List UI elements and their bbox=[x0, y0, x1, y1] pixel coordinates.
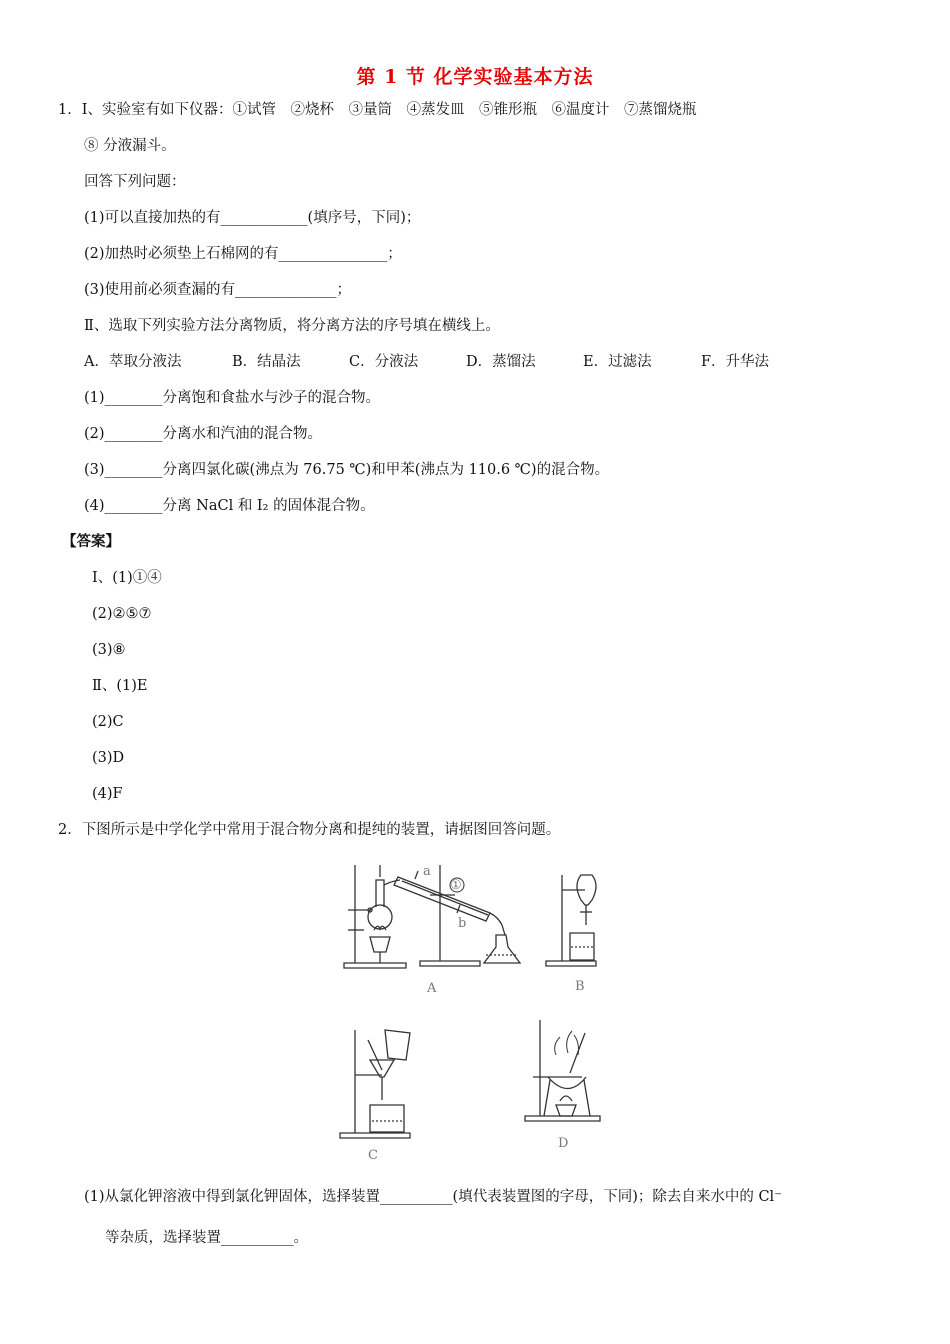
answer-7: (4)F bbox=[92, 786, 123, 802]
option-e: E．过滤法 bbox=[583, 354, 652, 370]
option-a: A．萃取分液法 bbox=[84, 354, 182, 370]
q1-sep2: (2)________分离水和汽油的混合物。 bbox=[84, 426, 323, 442]
answer-3: (3)⑧ bbox=[92, 642, 126, 658]
option-d: D．蒸馏法 bbox=[466, 354, 536, 370]
option-c: C．分液法 bbox=[349, 354, 419, 370]
option-b: B．结晶法 bbox=[232, 354, 301, 370]
answer-5: (2)C bbox=[92, 714, 124, 730]
label-D: D bbox=[558, 1136, 569, 1151]
answer-1: Ⅰ、(1)①④ bbox=[92, 570, 162, 586]
label-circle-1: ① bbox=[450, 878, 462, 893]
q1-line1: 1．Ⅰ、实验室有如下仪器：①试管 ②烧杯 ③量筒 ④蒸发皿 ⑤锥形瓶 ⑥温度计 ⑦蒸馏烧瓶 bbox=[58, 102, 697, 118]
q1-line2: ⑧ 分液漏斗。 bbox=[84, 138, 176, 154]
apparatus-c-filtration bbox=[340, 1030, 410, 1138]
apparatus-b-separatory-funnel bbox=[546, 875, 596, 966]
q2-intro: 2．下图所示是中学化学中常用于混合物分离和提纯的装置，请据图回答问题。 bbox=[58, 822, 561, 838]
apparatus-figure bbox=[330, 855, 630, 1165]
apparatus-a-distillation bbox=[344, 865, 520, 968]
apparatus-d-evaporation bbox=[525, 1020, 600, 1121]
label-a-small: a bbox=[423, 864, 431, 879]
q1-sep3: (3)________分离四氯化碳(沸点为 76.75 ℃)和甲苯(沸点为 110.6 ℃)的混合物。 bbox=[84, 462, 610, 478]
q1-section2: Ⅱ、选取下列实验方法分离物质，将分离方法的序号填在横线上。 bbox=[84, 318, 500, 334]
q1-part2: (2)加热时必须垫上石棉网的有_______________； bbox=[84, 246, 402, 262]
q1-options bbox=[84, 352, 769, 372]
label-C: C bbox=[368, 1148, 378, 1163]
q1-prompt: 回答下列问题： bbox=[84, 174, 186, 190]
q1-part1: (1)可以直接加热的有____________(填序号，下同)； bbox=[84, 210, 421, 226]
q2-part1-line2: 等杂质，选择装置__________。 bbox=[105, 1230, 308, 1246]
answer-2: (2)②⑤⑦ bbox=[92, 606, 152, 622]
answer-6: (3)D bbox=[92, 750, 125, 766]
label-A: A bbox=[427, 981, 437, 996]
answer-4: Ⅱ、(1)E bbox=[92, 678, 148, 694]
q1-part3: (3)使用前必须查漏的有______________； bbox=[84, 282, 352, 298]
label-B: B bbox=[575, 979, 585, 994]
answer-heading: 【答案】 bbox=[62, 533, 120, 550]
label-b-small: b bbox=[458, 916, 467, 931]
page-title: 第 1 节 化学实验基本方法 bbox=[356, 66, 594, 88]
q2-part1-line1: (1)从氯化钾溶液中得到氯化钾固体，选择装置__________(填代表装置图的字母，下同)；除去自来水中的 Cl⁻ bbox=[84, 1189, 782, 1205]
option-f: F．升华法 bbox=[701, 354, 770, 370]
q1-sep1: (1)________分离饱和食盐水与沙子的混合物。 bbox=[84, 390, 381, 406]
q1-sep4: (4)________分离 NaCl 和 I₂ 的固体混合物。 bbox=[84, 498, 375, 514]
